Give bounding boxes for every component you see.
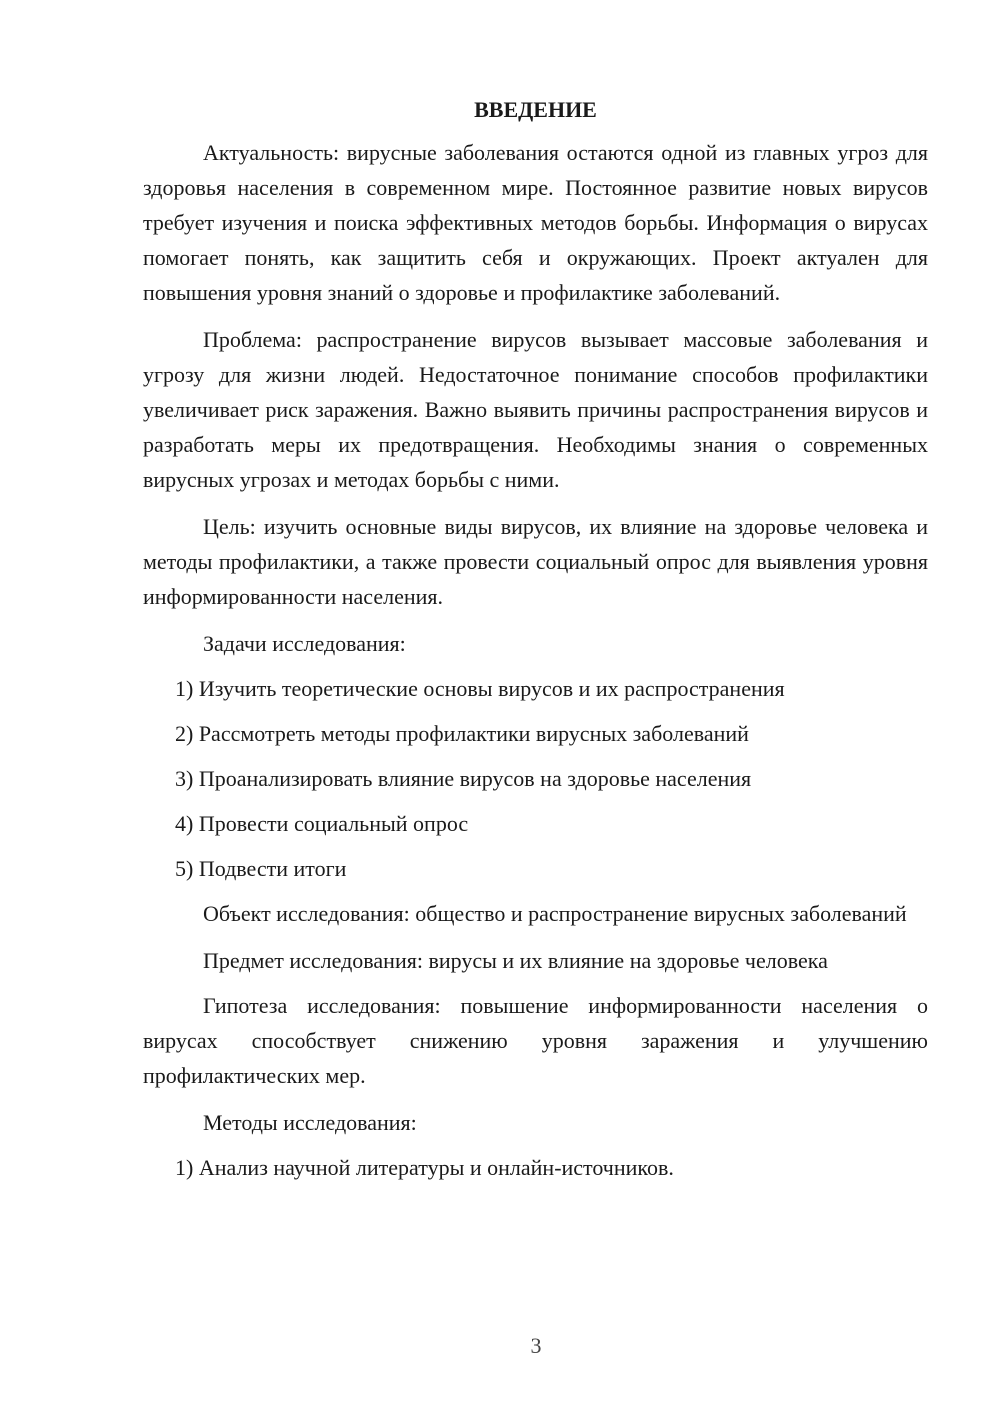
list-item: 4) Провести социальный опрос (175, 811, 469, 836)
page-number: 3 (530, 1333, 542, 1358)
paragraph-subject: Предмет исследования: вирусы и их влияние на здоровье человека (203, 948, 828, 973)
paragraph-hypothesis: Гипотеза исследования: повышение информированности населения о вирусах способствует снижению уровня заражения и улучшению профилактических мер. (143, 993, 928, 1088)
paragraph-relevance: Актуальность: вирусные заболевания остаются одной из главных угроз для здоровья населения в современном мире. Постоянное развитие новых вирусов требует изучения и поиска эффективных методов борьбы. Информация о вирусах помогает понять, как защитить себя и окружающих. Проект актуален для повышения уровня знаний о здоровье и профилактике заболеваний. (143, 140, 928, 305)
paragraph-goal: Цель: изучить основные виды вирусов, их влияние на здоровье человека и методы профилактики, а также провести социальный опрос для выявления уровня информированности населения. (143, 514, 928, 609)
list-item: 1) Анализ научной литературы и онлайн-источников. (175, 1155, 674, 1180)
paragraph-problem: Проблема: распространение вирусов вызывает массовые заболевания и угрозу для жизни людей. Недостаточное понимание способов профилактики увеличивает риск заражения. Важно выявить причины распространения вирусов и разработать меры их предотвращения. Необходимы знания о современных вирусных угрозах и методах борьбы с ними. (143, 327, 928, 492)
list-item: 1) Изучить теоретические основы вирусов и их распространения (175, 676, 785, 701)
list-item: 3) Проанализировать влияние вирусов на здоровье населения (175, 766, 752, 791)
tasks-list (143, 671, 928, 886)
methods-heading: Методы исследования: (203, 1110, 417, 1135)
document-page (143, 95, 928, 1195)
list-item: 2) Рассмотреть методы профилактики вирусных заболеваний (175, 721, 749, 746)
list-item: 5) Подвести итоги (175, 856, 347, 881)
paragraph-object: Объект исследования: общество и распространение вирусных заболеваний (203, 901, 907, 926)
tasks-heading: Задачи исследования: (203, 631, 406, 656)
methods-list (143, 1150, 928, 1185)
page-title: ВВЕДЕНИЕ (474, 97, 597, 122)
